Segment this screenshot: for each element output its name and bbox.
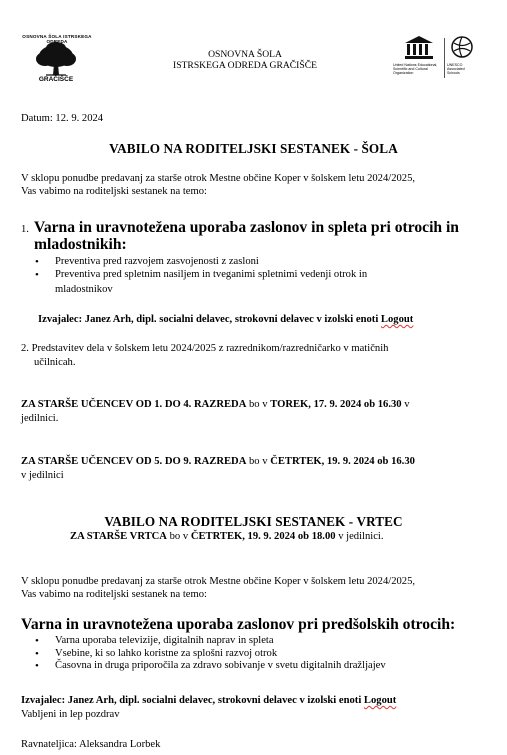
kg-topic-title: Varna in uravnotežena uporaba zaslonov pri predšolskih otrocih: — [21, 616, 456, 633]
kg-topic-bullets — [21, 635, 491, 673]
unesco-logo — [393, 34, 445, 84]
kg-meeting-group: ZA STARŠE VRTCA — [70, 531, 167, 542]
list-item: • Časovna in druga priporočila za zdravo sobivanje v svetu digitalnih dražljajev — [21, 660, 491, 673]
logo-divider — [444, 38, 445, 78]
document-date: Datum: 12. 9. 2024 — [21, 113, 104, 124]
school-logo — [16, 30, 96, 88]
school-lecturer — [38, 313, 413, 326]
meeting-1-v: v — [401, 399, 410, 410]
kg-meeting-place: v jedilnici. — [335, 531, 384, 542]
kg-lecturer-org: Logout — [363, 695, 397, 706]
item1-title-line2: mladostnikih: — [34, 236, 127, 253]
meeting-1-when: TOREK, 17. 9. 2024 ob 16.30 — [270, 399, 402, 410]
lecturer-org: Logout — [380, 314, 414, 325]
aspnet-text: UNESCO Associated Schools — [447, 63, 465, 76]
unesco-temple-icon — [403, 34, 435, 60]
list-item: • Preventiva pred spletnim nasiljem in tveganimi spletnimi vedenji otrok in — [21, 269, 491, 282]
meeting-1-group: ZA STARŠE UČENCEV OD 1. DO 4. RAZREDA — [21, 399, 247, 410]
item1-number: 1. — [21, 224, 29, 235]
bullet-continuation: mladostnikov — [55, 284, 113, 295]
principal-signature: Ravnateljica: Aleksandra Lorbek — [21, 739, 161, 750]
kg-lecturer — [21, 694, 396, 707]
school-name-line2: ISTRSKEGA ODREDA GRAČIŠČE — [173, 60, 317, 71]
kg-intro-line2: Vas vabimo na roditeljski sestanek na temo: — [21, 589, 207, 600]
list-item: • Vsebine, ki so lahko koristne za splošni razvoj otrok — [21, 648, 491, 661]
meeting-1-bo-v: bo v — [246, 399, 271, 410]
lecturer-name: Izvajalec: Janez Arh, dipl. socialni delavec, strokovni delavec v izolski enoti — [38, 314, 379, 325]
school-topic-bullets — [21, 256, 491, 281]
item1-title-line1: Varna in uravnotežena uporaba zaslonov in spleta pri otrocih in — [34, 219, 459, 236]
kg-lecturer-name: Izvajalec: Janez Arh, dipl. socialni delavec, strokovni delavec v izolski enoti — [21, 695, 362, 706]
kg-meeting-bo-v: bo v — [166, 531, 191, 542]
meeting-2-when: ČETRTEK, 19. 9. 2024 ob 16.30 — [270, 456, 415, 467]
kindergarten-meeting — [70, 530, 384, 543]
school-invitation-title: VABILO NA RODITELJSKI SESTANEK - ŠOLA — [109, 141, 398, 156]
school-intro-line1: V sklopu ponudbe predavanj za starše otrok Mestne občine Koper v šolskem letu 2024/2025, — [21, 173, 416, 184]
meeting-1-place: jedilnici. — [21, 413, 59, 424]
list-item: • Varna uporaba televizije, digitalnih naprav in spleta — [21, 635, 491, 648]
greeting: Vabljeni in lep pozdrav — [21, 709, 120, 720]
logo-bottom-text: GRAČIŠČE — [38, 76, 74, 83]
unesco-text: United Nations Educational, Scientific and Cultural Organization — [393, 63, 438, 76]
kindergarten-invitation-title: VABILO NA RODITELJSKI SESTANEK - VRTEC — [104, 514, 403, 529]
school-intro-line2: Vas vabimo na roditeljski sestanek na temo: — [21, 186, 207, 197]
kg-intro-line1: V sklopu ponudbe predavanj za starše otrok Mestne občine Koper v šolskem letu 2024/2025, — [21, 576, 416, 587]
meeting-2-group: ZA STARŠE UČENCEV OD 5. DO 9. RAZREDA — [21, 456, 247, 467]
meeting-1 — [21, 398, 410, 411]
school-name-line1: OSNOVNA ŠOLA — [208, 49, 282, 60]
aspnet-globe-icon — [449, 34, 475, 60]
logo-ring-text: OSNOVNA ŠOLA ISTRSKEGA ODREDA — [22, 34, 92, 44]
meeting-2-bo-v: bo v — [246, 456, 271, 467]
aspnet-logo — [447, 34, 477, 84]
meeting-2-place: v jedilnici — [21, 470, 64, 481]
list-item: • Preventiva pred razvojem zasvojenosti z zasloni — [21, 256, 491, 269]
meeting-2 — [21, 455, 415, 468]
kg-meeting-when: ČETRTEK, 19. 9. 2024 ob 18.00 — [190, 531, 336, 542]
item2-line1: 2. Predstavitev dela v šolskem letu 2024/2025 z razrednikom/razredničarko v matičnih — [21, 343, 389, 354]
item2-line2: učilnicah. — [34, 357, 76, 368]
